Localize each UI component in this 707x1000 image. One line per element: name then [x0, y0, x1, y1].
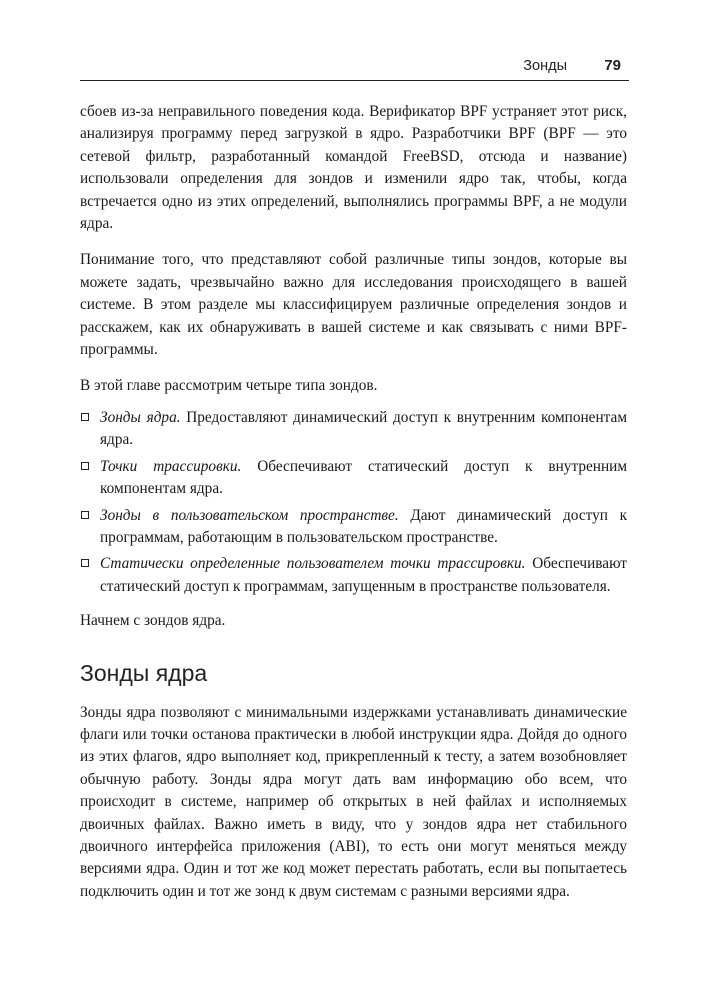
list-item-text: Предоставляют динамический доступ к внутренним компонентам ядра.: [100, 408, 628, 449]
checkbox-bullet-icon: [81, 511, 89, 519]
checkbox-bullet-icon: [81, 559, 89, 567]
running-header: [80, 56, 629, 81]
checkbox-bullet-icon: [81, 413, 89, 421]
header-section-title: Зонды: [523, 58, 567, 74]
paragraph-chapter-intro: В этой главе рассмотрим четыре типа зондов.: [80, 377, 378, 395]
page-number: 79: [604, 57, 621, 74]
checkbox-bullet-icon: [81, 462, 89, 470]
list-item-term: Зонды в пользовательском пространстве.: [100, 506, 399, 524]
list-item-term: Точки трассировки.: [100, 457, 242, 475]
list-item: [80, 505, 627, 550]
list-item-text: Дают динамический доступ к программам, работающим в пользовательском пространстве.: [100, 506, 628, 546]
paragraph-continued: сбоев из-за неправильного поведения кода. Верификатор BPF устраняет этот риск, анализируя программу перед загрузкой в ядро. Разработчики BPF (BPF — это сетевой фильтр, разработанный командой FreeBSD, отсюда и название) использовали определения для зондов и изменили ядро так, чтобы, когда встречается одно из этих определений, выполнялись программы BPF, а не модули ядра.: [80, 103, 627, 233]
list-item-term: Зонды ядра.: [100, 408, 181, 426]
list-item: [80, 407, 627, 452]
list-item: [80, 553, 627, 598]
list-item-text: Обеспечивают статический доступ к внутренним компонентам ядра.: [100, 457, 627, 498]
paragraph-transition: Начнем с зондов ядра.: [80, 612, 226, 630]
list-item-text: Обеспечивают статический доступ к программам, запущенным в пространстве пользователя.: [100, 555, 627, 595]
probe-types-list: [80, 407, 627, 598]
page-body: [80, 101, 627, 903]
list-item-term: Статически определенные пользователем точки трассировки.: [100, 555, 526, 573]
section-heading: Зонды ядра: [80, 659, 208, 686]
paragraph-kprobes: Зонды ядра позволяют с минимальными издержками устанавливать динамические флаги или точки останова практически в любой инструкции ядра. Дойдя до одного из этих флагов, ядро выполняет код, прикрепленный к тесту, а затем возобновляет обычную работу. Зонды ядра могут дать вам информацию обо всем, что происходит в системе, например об открытых в ней файлах и исполняемых двоичных файлах. Важно иметь в виду, что у зондов ядра нет стабильного двоичного интерфейса приложения (ABI), то есть они могут меняться между версиями ядра. Один и тот же код может перестать работать, если вы попытаетесь подключить один и тот же зонд к двум системам с разными версиями ядра.: [80, 703, 627, 900]
paragraph-probe-types: Понимание того, что представляют собой различные типы зондов, которые вы можете задать, чрезвычайно важно для исследования происходящего в вашей системе. В этом разделе мы классифицируем различные определения зондов и расскажем, как их обнаруживать в вашей системе и как связывать с ними BPF-программы.: [80, 251, 627, 359]
list-item: [80, 456, 627, 501]
